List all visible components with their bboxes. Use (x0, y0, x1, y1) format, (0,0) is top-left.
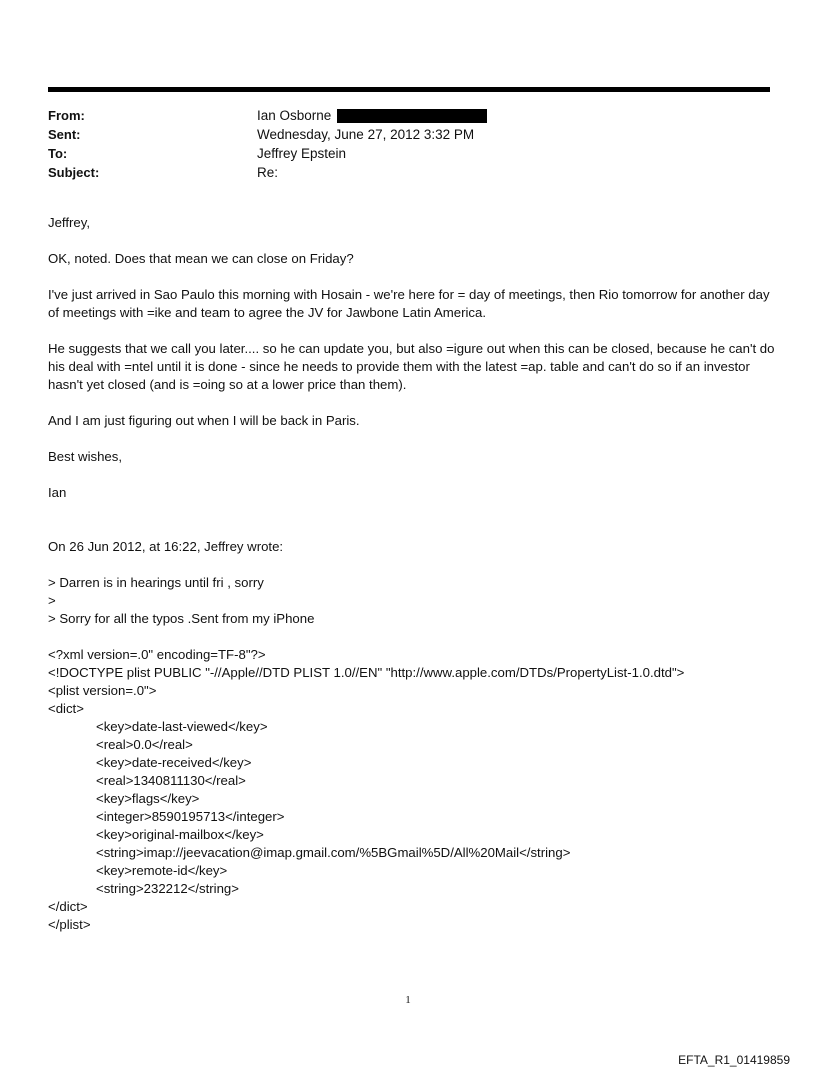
redaction-block (337, 109, 487, 123)
dict-entry: <key>date-last-viewed</key> (96, 719, 268, 734)
to-label: To: (48, 146, 68, 161)
signature: Ian (48, 485, 67, 500)
dict-close: </dict> (48, 899, 88, 914)
dict-entry: <key>date-received</key> (96, 755, 252, 770)
greeting: Jeffrey, (48, 215, 91, 230)
subject-value: Re: (257, 165, 279, 180)
from-label: From: (48, 108, 85, 123)
quoted-text (48, 574, 778, 628)
header-divider (48, 87, 770, 92)
dict-entry: <real>0.0</real> (96, 737, 193, 752)
paragraph-3: He suggests that we call you later.... so he can update you, but also =igure out when this can be closed, because he can't do his deal with =ntel until it is done - since he needs to provide them with the latest =ap. table and can't do so if an investor hasn't yet closed (and is =oing so at a lower price than them). (48, 341, 775, 392)
sent-label: Sent: (48, 127, 81, 142)
quote-intro: On 26 Jun 2012, at 16:22, Jeffrey wrote: (48, 539, 284, 554)
dict-entry: <string>232212</string> (96, 881, 239, 896)
quote-line: > Sorry for all the typos .Sent from my iPhone (48, 611, 315, 626)
xml-block (48, 646, 778, 934)
document-id: EFTA_R1_01419859 (678, 1053, 790, 1067)
sent-row (48, 125, 487, 144)
dict-entry: <integer>8590195713</integer> (96, 809, 285, 824)
from-value (257, 108, 487, 123)
dict-entry: <real>1340811130</real> (96, 773, 246, 788)
signoff: Best wishes, (48, 449, 123, 464)
paragraph-2: I've just arrived in Sao Paulo this morning with Hosain - we're here for = day of meetings, then Rio tomorrow for another day of meetings with =ike and team to agree the JV for Jawbone Latin America. (48, 287, 770, 320)
dict-entry: <key>original-mailbox</key> (96, 827, 264, 842)
plist-open: <plist version=.0"> (48, 683, 157, 698)
dict-open: <dict> (48, 701, 84, 716)
paragraph-4: And I am just figuring out when I will be back in Paris. (48, 413, 360, 428)
page-number: 1 (405, 994, 411, 1006)
dict-entry: <string>imap://jeevacation@imap.gmail.com/%5BGmail%5D/All%20Mail</string> (96, 845, 571, 860)
dict-entry: <key>flags</key> (96, 791, 200, 806)
sent-value: Wednesday, June 27, 2012 3:32 PM (257, 127, 475, 142)
email-header (48, 106, 487, 182)
xml-declaration: <?xml version=.0" encoding=TF-8"?> (48, 647, 266, 662)
from-name: Ian Osborne (257, 108, 332, 123)
to-value: Jeffrey Epstein (257, 146, 347, 161)
quote-line: > (48, 593, 56, 608)
quote-line: > Darren is in hearings until fri , sorry (48, 575, 264, 590)
to-row (48, 144, 487, 163)
xml-doctype: <!DOCTYPE plist PUBLIC "-//Apple//DTD PLIST 1.0//EN" "http://www.apple.com/DTDs/PropertyList-1.0.dtd"> (48, 665, 685, 680)
email-body (48, 214, 778, 934)
dict-entry: <key>remote-id</key> (96, 863, 228, 878)
subject-row (48, 163, 487, 182)
subject-label: Subject: (48, 165, 100, 180)
paragraph-1: OK, noted. Does that mean we can close on Friday? (48, 251, 354, 266)
from-row (48, 106, 487, 125)
plist-close: </plist> (48, 917, 91, 932)
